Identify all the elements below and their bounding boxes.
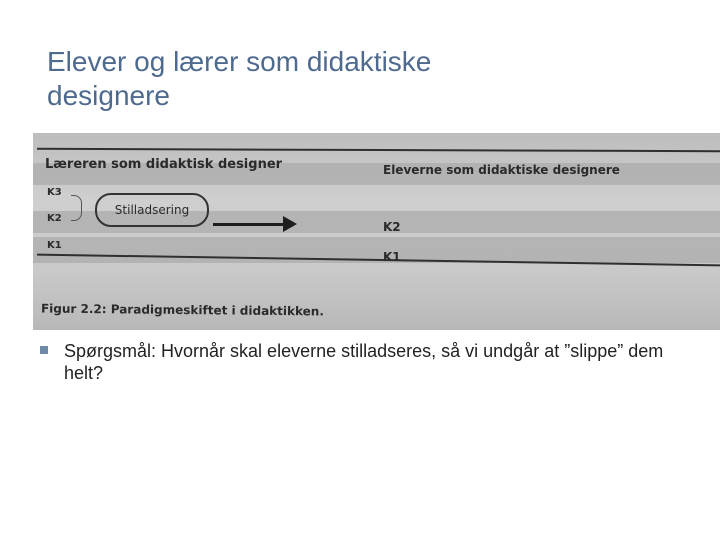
arrow-head-icon	[283, 216, 297, 232]
arrow-right-icon	[213, 223, 287, 226]
figure-top-rule	[37, 148, 720, 152]
right-level-k2: K2	[383, 220, 401, 234]
scaffold-pill: Stilladsering	[95, 193, 209, 227]
figure-caption: Figur 2.2: Paradigmeskiftet i didaktikken.	[40, 301, 325, 319]
left-heading: Læreren som didaktisk designer	[45, 157, 283, 172]
square-bullet-icon	[40, 346, 48, 354]
right-heading: Eleverne som didaktiske designere	[383, 163, 620, 177]
slide-title: Elever og lærer som didaktiske designere	[47, 46, 432, 111]
bullet-list	[40, 340, 680, 384]
level-k3: K3	[47, 187, 62, 198]
bullet-question: Spørgsmål: Hvornår skal eleverne stilladseres, så vi undgår at ”slippe” dem helt?	[64, 341, 664, 383]
right-level-k1: K1	[383, 250, 401, 264]
level-k1: K1	[47, 240, 62, 251]
level-k2: K2	[47, 213, 62, 224]
textbook-figure-photo	[33, 133, 720, 330]
scaffold-brace	[71, 195, 82, 221]
